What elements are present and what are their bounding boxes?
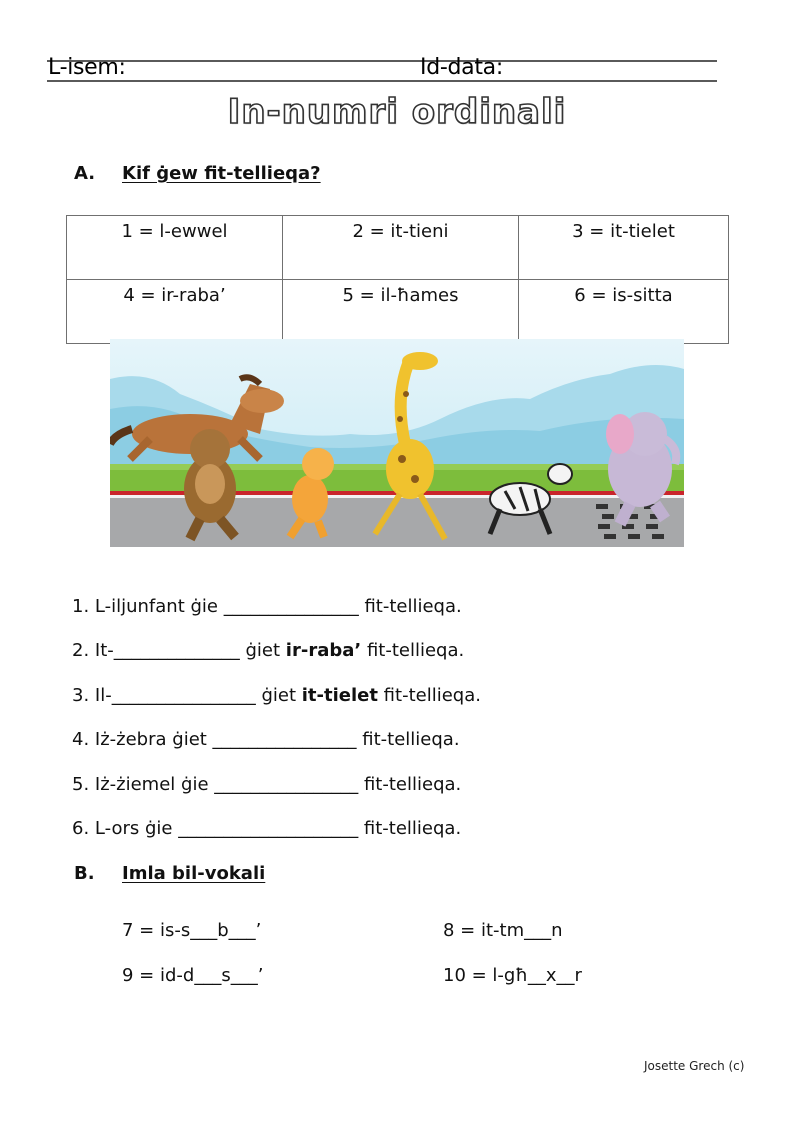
answer-blank-2[interactable]: ______________ [113, 640, 240, 661]
answer-blank-6[interactable]: ____________________ [178, 818, 359, 839]
table-cell: 3 = it-tielet [519, 216, 729, 280]
sentence-1: 1. L-iljunfant ġie _______________ fit-tellieqa. [72, 596, 462, 617]
name-field[interactable] [140, 58, 410, 80]
spelling-item-9[interactable]: 9 = id-d___s___’ [122, 965, 264, 986]
section-b-letter: B. [74, 863, 95, 884]
sentence-4: 4. Iż-żebra ġiet ________________ fit-tellieqa. [72, 729, 460, 750]
name-label: L-isem: [48, 55, 126, 80]
answer-blank-1[interactable]: _______________ [223, 596, 359, 617]
race-illustration [110, 339, 684, 547]
spelling-item-8[interactable]: 8 = it-tm___n [443, 920, 563, 941]
sentence-5: 5. Iż-żiemel ġie ________________ fit-tellieqa. [72, 774, 462, 795]
answer-blank-3[interactable]: ________________ [111, 685, 256, 706]
section-b-heading [74, 863, 265, 884]
table-row [67, 280, 729, 344]
section-b-title: Imla bil-vokali [122, 863, 266, 884]
date-label: Id-data: [420, 55, 503, 80]
worksheet-title: In-numri ordinali [227, 92, 567, 132]
section-a-heading [74, 163, 321, 184]
table-cell: 4 = ir-raba’ [67, 280, 283, 344]
answer-blank-5[interactable]: ________________ [214, 774, 359, 795]
sentence-6: 6. L-ors ġie ____________________ fit-tellieqa. [72, 818, 462, 839]
date-field[interactable] [528, 58, 716, 80]
table-cell: 2 = it-tieni [283, 216, 519, 280]
table-row [67, 216, 729, 280]
ordinal-table [66, 215, 729, 344]
spelling-item-10[interactable]: 10 = l-għ__x__r [443, 965, 582, 986]
header-bottom-rule [47, 80, 717, 82]
section-a-title: Kif ġew fit-tellieqa? [122, 163, 321, 184]
author-credit: Josette Grech (c) [644, 1059, 745, 1073]
sentence-3: 3. Il-________________ ġiet it-tielet fit-tellieqa. [72, 685, 481, 706]
spelling-item-7[interactable]: 7 = is-s___b___’ [122, 920, 262, 941]
table-cell: 6 = is-sitta [519, 280, 729, 344]
answer-blank-4[interactable]: ________________ [212, 729, 357, 750]
table-cell: 5 = il-ħames [283, 280, 519, 344]
sentence-2: 2. It-______________ ġiet ir-raba’ fit-tellieqa. [72, 640, 465, 661]
table-cell: 1 = l-ewwel [67, 216, 283, 280]
animal-race-picture [110, 339, 684, 547]
section-a-letter: A. [74, 163, 96, 184]
